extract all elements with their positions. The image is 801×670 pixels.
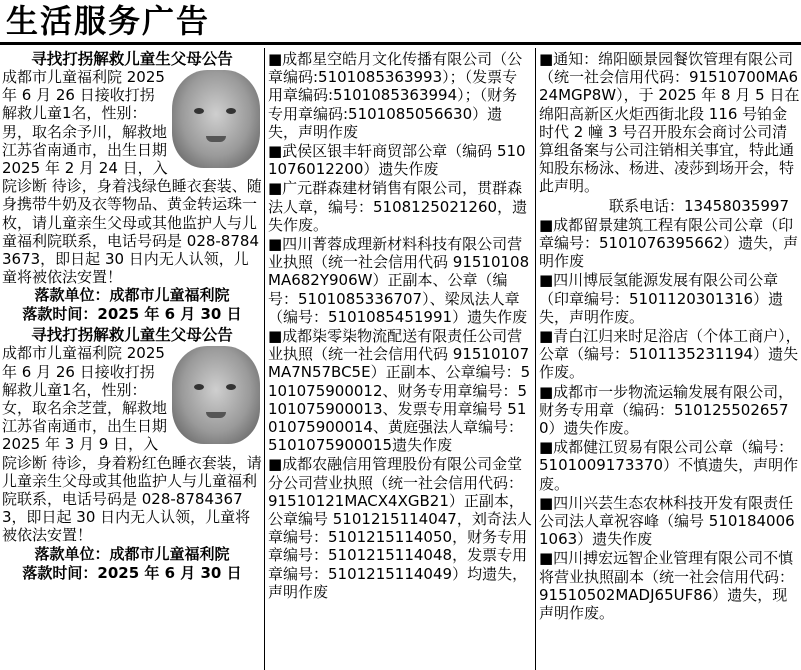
contact-phone: 联系电话：13458035997 xyxy=(609,196,789,215)
loss-notice: ■四川搏宏远智企业管理有限公司不慎将营业执照副本（统一社会信用代码：91510502MADJ65UF86）遗失，现声明作废。 xyxy=(539,549,795,623)
loss-notice: ■成都留景建筑工程有限公司公章（印章编号：5101076395662）遗失，声明作废 xyxy=(539,215,799,271)
loss-notice: ■成都市一步物流运输发展有限公司，财务专用章（编码：5101255026570）遗失作废。 xyxy=(539,382,794,438)
notice-title: 寻找打拐解救儿童生父母公告 xyxy=(31,326,233,345)
loss-notice: ■成都星空皓月文化传播有限公司（公章编码:5101085363993）；（发票专用章编码:5101085363994）；（财务专用章编码:5101085056630）遗失，声明作废 xyxy=(268,50,523,141)
loss-notice: ■青白江归来时足浴店（个体工商户），公章（编号：5101135231194）遗失作废。 xyxy=(539,327,801,382)
missing-child-notice xyxy=(2,326,262,582)
meeting-notice: ■通知：绵阳颐景园餐饮管理有限公司（统一社会信用代码：91510700MA624MGP8W），于 2025 年 8 月 5 日在绵阳高新区火炬西街北段 116 号铂金时代 2 幢 3 号召开股东会商讨公司清算组备案与公司注销相关事宜，特此通知股东杨泳、杨进、凌莎到场开会，特此声明。 xyxy=(539,50,800,196)
column-loss-notices-2 xyxy=(268,50,532,670)
loss-notice: ■武侯区银丰轩商贸部公章（编码 5101076012200）遗失作废 xyxy=(268,142,526,179)
loss-notice: ■成都农融信用管理股份有限公司金堂分公司营业执照（统一社会信用代码：91510121MACX4XGB21）正副本，公章编号 5101215114047，刘奇法人章编号：5101215114050，财务专用章编号：5101215114048，发票专用章编号：5101215114049）均遗失，声明作废 xyxy=(268,455,532,601)
notice-unit: 落款单位：成都市儿童福利院 xyxy=(34,544,230,563)
loss-notice: ■四川兴芸生态农林科技开发有限责任公司法人章祝容峰（编号 5101840061063）遗失作废 xyxy=(539,493,795,549)
missing-child-notice xyxy=(2,50,262,324)
page-header xyxy=(0,0,801,45)
baby-photo-icon xyxy=(172,346,260,444)
notice-time: 落款时间：2025 年 6 月 30 日 xyxy=(22,563,242,582)
column-missing-children xyxy=(2,50,262,670)
page-title: 生活服务广告 xyxy=(6,2,211,40)
notice-body: 成都市儿童福利院 2025 年 6 月 26 日接收打拐解救儿童1名，性别：女，取名余芝萱，解救地江苏省南通市，出生日期 2025 年 3 月 9 日，入院诊断 待诊，身着粉红色睡衣套装，请儿童亲生父母或其他监护人与儿童福利院联系，电话号码是 028-87843673，即日起 30 日内无人认领，儿童将被依法安置！ xyxy=(2,344,262,545)
loss-notice: ■成都柒零柒物流配送有限责任公司营业执照（统一社会信用代码 91510107MA7N57BC5E）正副本、公章编号：5101075900012、财务专用章编号：5101075900013、发票专用章编号 5101075900014、黄庭强法人章编号：5101075900015遗失作废 xyxy=(268,327,531,455)
notice-body: 成都市儿童福利院 2025 年 6 月 26 日接收打拐解救儿童1名，性别：男，取名余予川，解救地江苏省南通市，出生日期 2025 年 2 月 24 日，入院诊断 待诊，身着浅绿色睡衣套装、随身携带牛奶及衣等物品、黄金转运珠一枚，请儿童亲生父母或其他监护人与儿童福利院联系，电话号码是 028-87843673，即日起 30 日内无人认领，儿童将被依法安置！ xyxy=(2,68,262,287)
notice-title: 寻找打拐解救儿童生父母公告 xyxy=(31,50,233,68)
notice-unit: 落款单位：成都市儿童福利院 xyxy=(34,286,230,305)
loss-notice: ■四川菁蓉成理新材料科技有限公司营业执照（统一社会信用代码 91510108MA682Y906W）正副本、公章（编号：5101085336707）、梁凤法人章（编号：5101085451991）遗失作废 xyxy=(268,235,530,326)
baby-photo-icon xyxy=(172,70,260,168)
notice-time: 落款时间：2025 年 6 月 30 日 xyxy=(22,305,242,324)
column-loss-notices-3 xyxy=(539,50,801,670)
column-divider xyxy=(264,48,265,670)
loss-notice: ■成都健江贸易有限公司公章（编号：5101009173370）不慎遗失，声明作废。 xyxy=(539,438,799,493)
loss-notice: ■广元群森建材销售有限公司，贯群森法人章，编号：5108125021260，遗失作废。 xyxy=(268,179,528,234)
loss-notice: ■四川博辰氢能源发展有限公司公章（印章编号：5101120301316）遗失，声明作废。 xyxy=(539,271,784,326)
column-divider xyxy=(535,48,536,670)
